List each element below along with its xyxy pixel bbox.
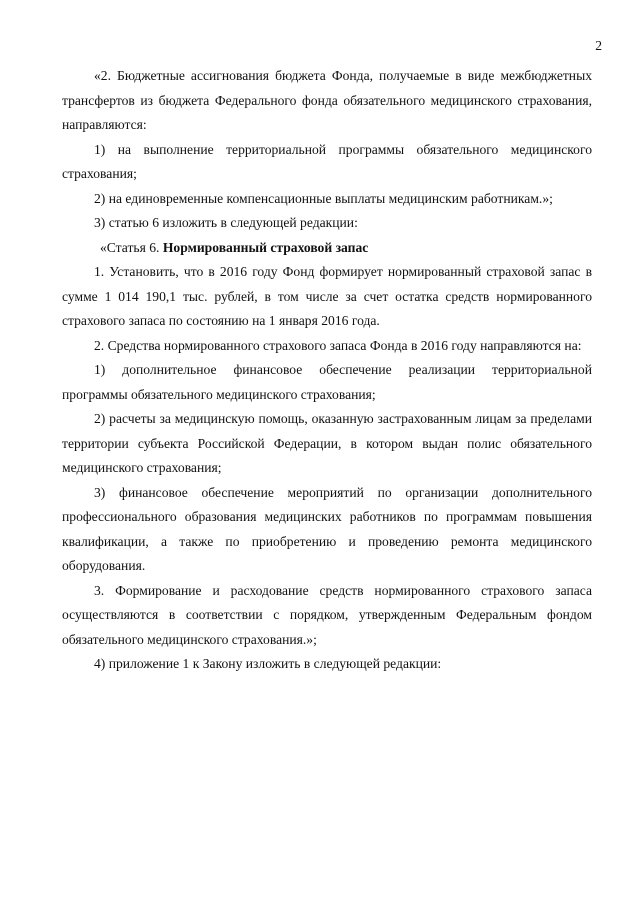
paragraph-item-4: 4) приложение 1 к Закону изложить в следующей редакции: bbox=[94, 656, 442, 671]
page-number: 2 bbox=[595, 38, 602, 53]
article-title: Нормированный страховой запас bbox=[162, 239, 369, 255]
article-prefix: «Статья 6. bbox=[100, 239, 163, 255]
article-subitem-2: 2) расчеты за медицинскую помощь, оказанную застрахованным лицам за пределами территории субъекта Российской Федерации, в котором выдан полис обязательного медицинского страхования; bbox=[62, 411, 592, 475]
article-paragraph-3: 3. Формирование и расходование средств нормированного страхового запаса осуществляются в соответствии с порядком, утвержденным Федеральным фондом обязательного медицинского страхования.»; bbox=[62, 582, 592, 647]
article-paragraph-1: 1. Установить, что в 2016 году Фонд формирует нормированный страховой запас в сумме 1 014 190,1 тыс. рублей, в том числе за счет остатка средств нормированного страхового запаса по состоянию на 1 января 2016 года. bbox=[62, 264, 592, 328]
article-paragraph-2: 2. Средства нормированного страхового запаса Фонда в 2016 году направляются на: bbox=[94, 337, 582, 353]
document-body bbox=[62, 64, 592, 677]
article-subitem-3: 3) финансовое обеспечение мероприятий по организации дополнительного профессионального образования медицинских работников по программам повышения квалификации, а также по приобретению и проведению ремонта медицинского оборудования. bbox=[62, 484, 592, 573]
paragraph-item-1: 1) на выполнение территориальной программы обязательного медицинского страхования; bbox=[62, 141, 592, 181]
paragraph-budget-allocations: «2. Бюджетные ассигнования бюджета Фонда, получаемые в виде межбюджетных трансфертов из бюджета Федерального фонда обязательного медицинского страхования, направляются: bbox=[62, 68, 592, 132]
paragraph-item-3: 3) статью 6 изложить в следующей редакции: bbox=[94, 215, 358, 230]
paragraph-item-2: 2) на единовременные компенсационные выплаты медицинским работникам.»; bbox=[94, 190, 553, 206]
article-heading bbox=[62, 236, 592, 261]
article-subitem-1: 1) дополнительное финансовое обеспечение реализации территориальной программы обязательного медицинского страхования; bbox=[62, 362, 592, 402]
